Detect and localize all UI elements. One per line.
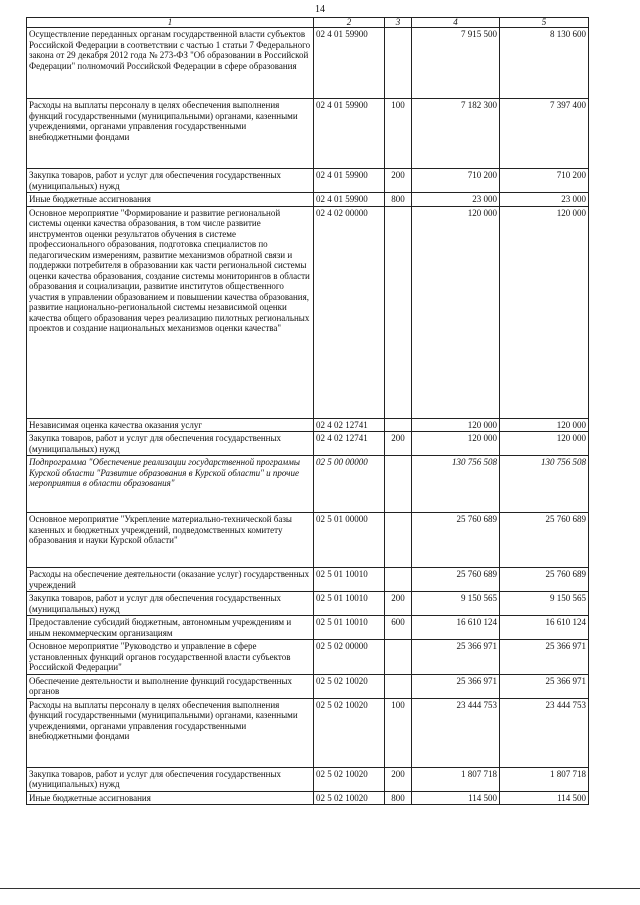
row-type-cell: 200 (385, 592, 412, 616)
row-code-cell: 02 4 01 59900 (314, 169, 385, 193)
row-code-cell: 02 5 01 10010 (314, 592, 385, 616)
row-type-cell (385, 674, 412, 698)
row-value-4-cell: 16 610 124 (412, 616, 500, 640)
row-type-cell (385, 418, 412, 432)
row-name-cell: Подпрограмма "Обеспечение реализации государственной программы Курской области "Развитие образования в Курской области" и прочие мероприятия в области образования" (27, 456, 314, 513)
table-row (27, 513, 589, 568)
row-code-cell: 02 4 02 00000 (314, 206, 385, 418)
row-name-cell: Расходы на выплаты персоналу в целях обеспечения выполнения функций государственными (муниципальными) органами, казенными учреждениями, органами управления государственными внебюджетными фондами (27, 698, 314, 767)
row-name-cell: Основное мероприятие "Укрепление материально-технической базы казенных и бюджетных учреждений, подведомственных комитету образования и науки Курской области" (27, 513, 314, 568)
row-value-5-cell: 25 760 689 (500, 513, 589, 568)
table-row (27, 616, 589, 640)
page-number: 14 (315, 4, 325, 15)
row-code-cell: 02 5 02 10020 (314, 698, 385, 767)
row-type-cell (385, 456, 412, 513)
row-type-cell: 100 (385, 99, 412, 169)
row-type-cell: 800 (385, 193, 412, 207)
row-value-5-cell: 25 366 971 (500, 640, 589, 675)
row-value-5-cell: 1 807 718 (500, 767, 589, 791)
row-value-4-cell: 25 760 689 (412, 568, 500, 592)
table-row (27, 99, 589, 169)
bottom-rule (0, 888, 640, 889)
row-value-4-cell: 25 366 971 (412, 674, 500, 698)
row-value-5-cell: 9 150 565 (500, 592, 589, 616)
row-name-cell: Основное мероприятие "Формирование и развитие региональной системы оценки качества образования, в том числе развитие инструментов оценки результатов обучения в системе профессионального образования, подготовка специалистов по педагогическим измерениям, развитие механизмов обратной связи и поддержки потребителя в образовании как части региональной системы оценки качества образования, создание системы мониторингов в области образования и социализации, развитие институтов общественного участия в управлении образованием и повышении качества образования, развитие национально-региональной системы независимой оценки качества общего образования через реализацию пилотных региональных проектов и создание национальных механизмов оценки качества" (27, 206, 314, 418)
header-cell-1: 1 (27, 18, 314, 28)
row-name-cell: Основное мероприятие "Руководство и управление в сфере установленных функций органов государственной власти субъектов Российской Федерации" (27, 640, 314, 675)
row-type-cell: 200 (385, 767, 412, 791)
row-value-4-cell: 120 000 (412, 432, 500, 456)
header-cell-3: 3 (385, 18, 412, 28)
table-row (27, 206, 589, 418)
row-name-cell: Независимая оценка качества оказания услуг (27, 418, 314, 432)
row-type-cell (385, 640, 412, 675)
row-code-cell: 02 5 02 10020 (314, 674, 385, 698)
header-cell-2: 2 (314, 18, 385, 28)
row-name-cell: Закупка товаров, работ и услуг для обеспечения государственных (муниципальных) нужд (27, 767, 314, 791)
row-code-cell: 02 4 01 59900 (314, 99, 385, 169)
table-row (27, 28, 589, 99)
row-code-cell: 02 4 01 59900 (314, 28, 385, 99)
row-value-4-cell: 25 760 689 (412, 513, 500, 568)
row-code-cell: 02 4 02 12741 (314, 432, 385, 456)
row-value-5-cell: 25 366 971 (500, 674, 589, 698)
table-row (27, 432, 589, 456)
row-type-cell (385, 206, 412, 418)
row-value-4-cell: 7 915 500 (412, 28, 500, 99)
row-code-cell: 02 4 01 59900 (314, 193, 385, 207)
row-value-5-cell: 7 397 400 (500, 99, 589, 169)
row-value-4-cell: 710 200 (412, 169, 500, 193)
header-cell-5: 5 (500, 18, 589, 28)
header-cell-4: 4 (412, 18, 500, 28)
row-value-5-cell: 114 500 (500, 791, 589, 805)
row-name-cell: Осуществление переданных органам государственной власти субъектов Российской Федерации в соответствии с частью 1 статьи 7 Федерального закона от 29 декабря 2012 года № 273-ФЗ "Об образовании в Российской Федерации" полномочий Российской Федерации в сфере образования (27, 28, 314, 99)
row-code-cell: 02 5 01 10010 (314, 568, 385, 592)
row-value-5-cell: 710 200 (500, 169, 589, 193)
row-name-cell: Закупка товаров, работ и услуг для обеспечения государственных (муниципальных) нужд (27, 592, 314, 616)
row-code-cell: 02 5 00 00000 (314, 456, 385, 513)
table-row (27, 674, 589, 698)
row-code-cell: 02 4 02 12741 (314, 418, 385, 432)
row-type-cell: 200 (385, 169, 412, 193)
row-name-cell: Закупка товаров, работ и услуг для обеспечения государственных (муниципальных) нужд (27, 169, 314, 193)
row-name-cell: Расходы на выплаты персоналу в целях обеспечения выполнения функций государственными (муниципальными) органами, казенными учреждениями, органами управления государственными внебюджетными фондами (27, 99, 314, 169)
row-name-cell: Расходы на обеспечение деятельности (оказание услуг) государственных учреждений (27, 568, 314, 592)
row-value-4-cell: 120 000 (412, 418, 500, 432)
row-value-5-cell: 16 610 124 (500, 616, 589, 640)
table-row (27, 169, 589, 193)
row-code-cell: 02 5 02 10020 (314, 791, 385, 805)
header-row (27, 18, 589, 28)
row-name-cell: Иные бюджетные ассигнования (27, 791, 314, 805)
row-name-cell: Закупка товаров, работ и услуг для обеспечения государственных (муниципальных) нужд (27, 432, 314, 456)
row-type-cell: 800 (385, 791, 412, 805)
row-value-5-cell: 130 756 508 (500, 456, 589, 513)
row-name-cell: Иные бюджетные ассигнования (27, 193, 314, 207)
row-value-5-cell: 120 000 (500, 432, 589, 456)
row-value-5-cell: 23 000 (500, 193, 589, 207)
row-value-5-cell: 8 130 600 (500, 28, 589, 99)
row-value-4-cell: 130 756 508 (412, 456, 500, 513)
row-code-cell: 02 5 02 10020 (314, 767, 385, 791)
row-type-cell: 100 (385, 698, 412, 767)
table-row (27, 592, 589, 616)
row-code-cell: 02 5 01 10010 (314, 616, 385, 640)
row-type-cell (385, 568, 412, 592)
table-row (27, 418, 589, 432)
row-name-cell: Обеспечение деятельности и выполнение функций государственных органов (27, 674, 314, 698)
row-type-cell (385, 513, 412, 568)
table-row (27, 456, 589, 513)
row-value-4-cell: 23 000 (412, 193, 500, 207)
table-row (27, 791, 589, 805)
budget-table (26, 17, 589, 805)
row-value-4-cell: 23 444 753 (412, 698, 500, 767)
row-type-cell: 200 (385, 432, 412, 456)
table-row (27, 193, 589, 207)
table-row (27, 767, 589, 791)
row-value-5-cell: 25 760 689 (500, 568, 589, 592)
row-name-cell: Предоставление субсидий бюджетным, автономным учреждениям и иным некоммерческим организациям (27, 616, 314, 640)
row-value-5-cell: 23 444 753 (500, 698, 589, 767)
row-value-4-cell: 9 150 565 (412, 592, 500, 616)
row-value-5-cell: 120 000 (500, 206, 589, 418)
row-code-cell: 02 5 02 00000 (314, 640, 385, 675)
row-type-cell (385, 28, 412, 99)
table-row (27, 640, 589, 675)
row-value-4-cell: 25 366 971 (412, 640, 500, 675)
table-row (27, 698, 589, 767)
row-value-5-cell: 120 000 (500, 418, 589, 432)
table-row (27, 568, 589, 592)
row-code-cell: 02 5 01 00000 (314, 513, 385, 568)
row-value-4-cell: 7 182 300 (412, 99, 500, 169)
row-value-4-cell: 114 500 (412, 791, 500, 805)
row-value-4-cell: 1 807 718 (412, 767, 500, 791)
row-value-4-cell: 120 000 (412, 206, 500, 418)
row-type-cell: 600 (385, 616, 412, 640)
